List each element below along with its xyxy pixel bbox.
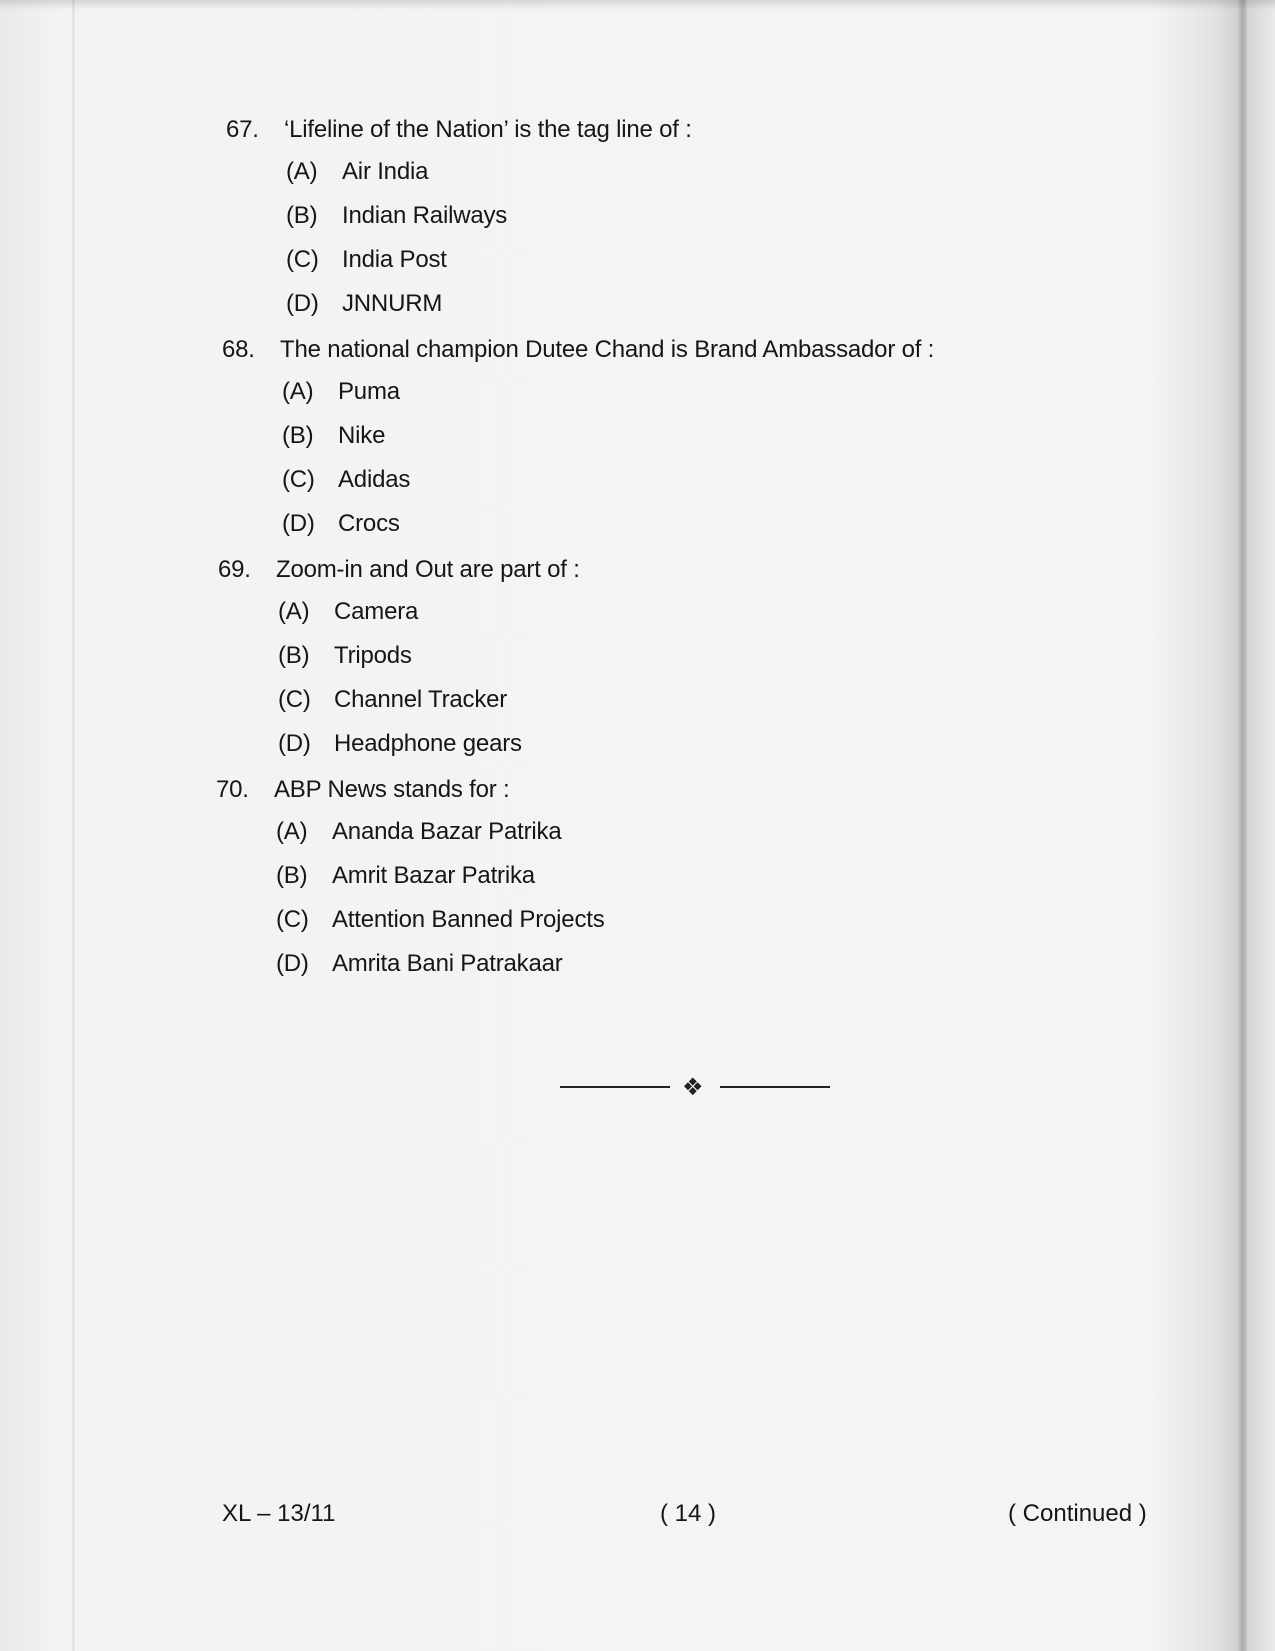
question-68	[222, 336, 1022, 554]
option-d	[218, 730, 1018, 774]
option-text: Indian Railways	[342, 202, 508, 229]
option-d	[226, 290, 1026, 334]
question-70	[216, 776, 1016, 994]
option-key: (D)	[278, 730, 311, 757]
section-divider	[560, 1072, 830, 1102]
option-key: (D)	[286, 290, 319, 317]
divider-line-right	[720, 1086, 830, 1088]
option-key: (C)	[278, 686, 311, 713]
option-key: (D)	[276, 950, 309, 977]
divider-line-left	[560, 1086, 670, 1088]
option-text: Crocs	[338, 510, 400, 537]
question-text: Zoom-in and Out are part of :	[276, 556, 580, 583]
option-text: Adidas	[338, 466, 411, 493]
option-list	[222, 378, 1022, 554]
right-page-shadow	[1237, 0, 1247, 1651]
option-key: (A)	[282, 378, 314, 405]
option-key: (A)	[276, 818, 308, 845]
question-stem	[222, 336, 1022, 370]
option-key: (B)	[286, 202, 318, 229]
question-69	[218, 556, 1018, 774]
paper-code: XL – 13/11	[222, 1500, 336, 1527]
option-list	[226, 158, 1026, 334]
option-key: (A)	[286, 158, 318, 185]
diamond-ornament-icon: ❖	[682, 1073, 704, 1101]
option-key: (B)	[276, 862, 308, 889]
top-page-edge	[0, 0, 1275, 10]
option-text: Headphone gears	[334, 730, 522, 757]
option-text: India Post	[342, 246, 447, 273]
option-key: (C)	[276, 906, 309, 933]
question-number: 67.	[226, 116, 259, 143]
option-b	[216, 862, 1016, 906]
option-text: Ananda Bazar Patrika	[332, 818, 562, 845]
question-stem	[218, 556, 1018, 590]
question-number: 69.	[218, 556, 251, 583]
question-text: ABP News stands for :	[274, 776, 510, 803]
option-a	[218, 598, 1018, 642]
option-b	[226, 202, 1026, 246]
option-text: Camera	[334, 598, 419, 625]
option-c	[218, 686, 1018, 730]
option-c	[216, 906, 1016, 950]
option-text: Nike	[338, 422, 386, 449]
question-67	[226, 116, 1026, 334]
option-text: Tripods	[334, 642, 412, 669]
option-text: Attention Banned Projects	[332, 906, 605, 933]
question-stem	[226, 116, 1026, 150]
option-c	[222, 466, 1022, 510]
option-d	[216, 950, 1016, 994]
option-list	[216, 818, 1016, 994]
page-number: ( 14 )	[660, 1500, 717, 1527]
option-key: (C)	[286, 246, 319, 273]
question-stem	[216, 776, 1016, 810]
option-key: (C)	[282, 466, 315, 493]
option-key: (B)	[282, 422, 314, 449]
question-text: ‘Lifeline of the Nation’ is the tag line of :	[284, 116, 692, 143]
option-a	[216, 818, 1016, 862]
option-text: Air India	[342, 158, 429, 185]
option-key: (A)	[278, 598, 310, 625]
question-number: 70.	[216, 776, 249, 803]
option-text: Channel Tracker	[334, 686, 508, 713]
option-b	[222, 422, 1022, 466]
option-text: Amrita Bani Patrakaar	[332, 950, 563, 977]
option-text: JNNURM	[342, 290, 443, 317]
option-text: Puma	[338, 378, 400, 405]
option-b	[218, 642, 1018, 686]
option-c	[226, 246, 1026, 290]
option-list	[218, 598, 1018, 774]
option-d	[222, 510, 1022, 554]
left-page-edge	[72, 0, 75, 1651]
question-text: The national champion Dutee Chand is Brand Ambassador of :	[280, 336, 935, 363]
option-key: (B)	[278, 642, 310, 669]
option-key: (D)	[282, 510, 315, 537]
option-text: Amrit Bazar Patrika	[332, 862, 535, 889]
option-a	[226, 158, 1026, 202]
continued-label: ( Continued )	[1008, 1500, 1147, 1527]
question-number: 68.	[222, 336, 255, 363]
option-a	[222, 378, 1022, 422]
